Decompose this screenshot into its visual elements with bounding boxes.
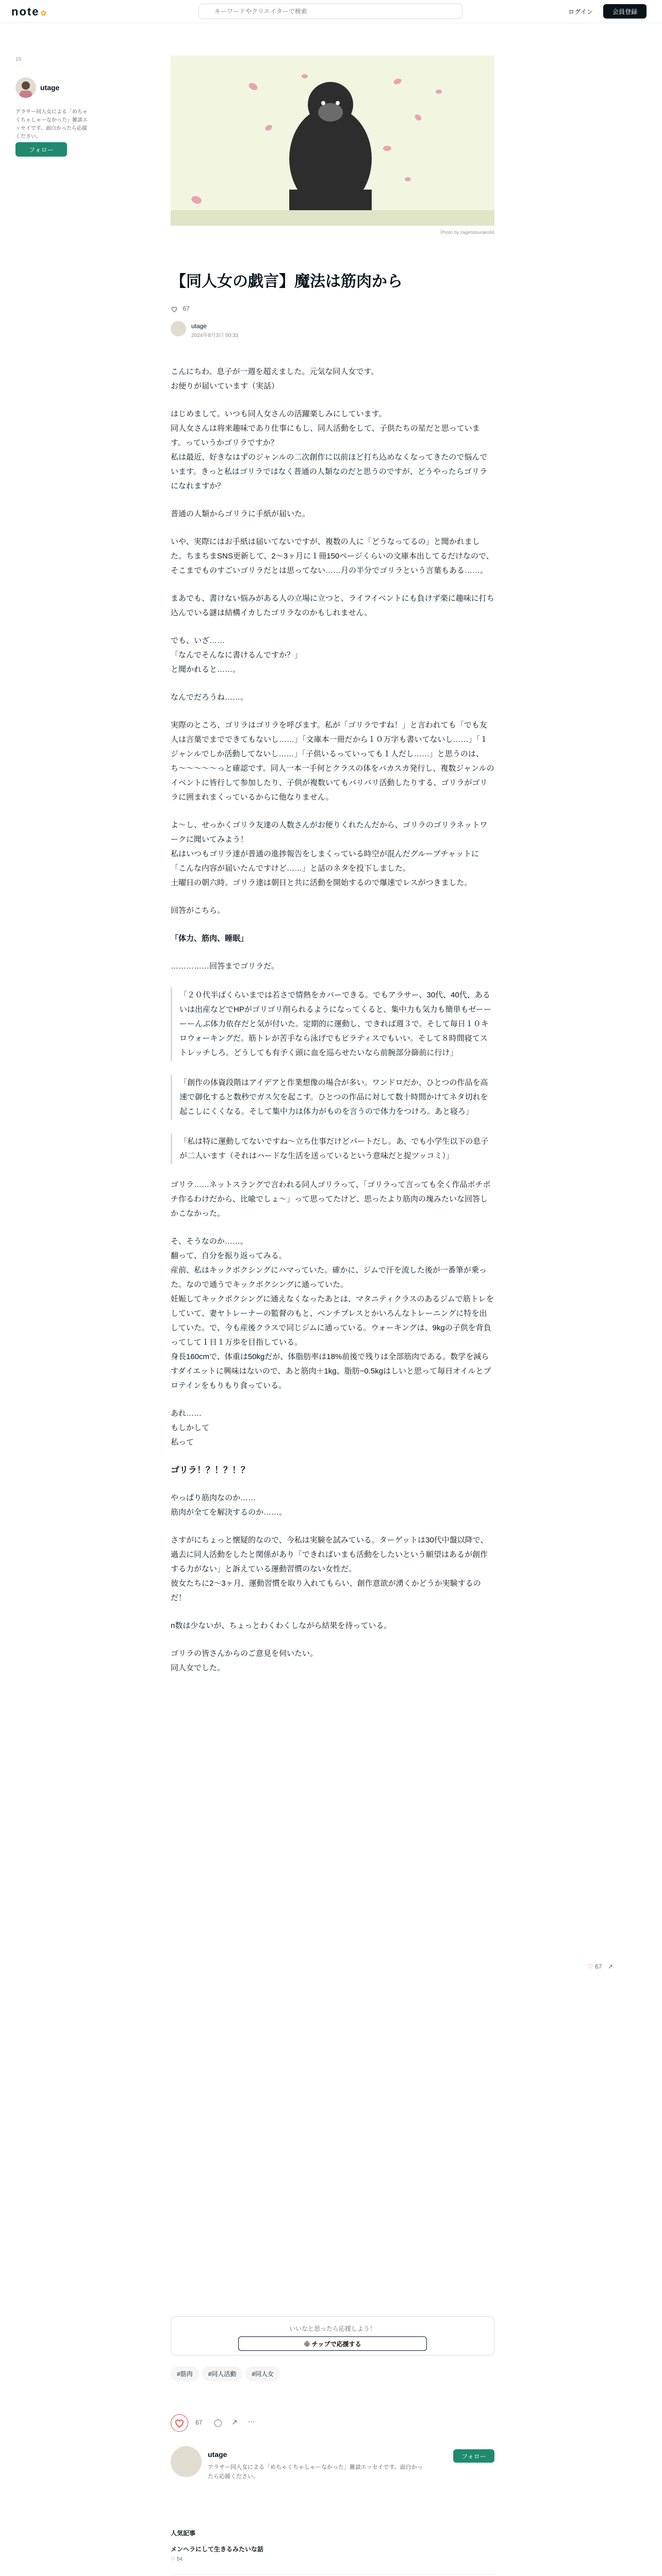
body-paragraph: なんでだろうね……。 <box>171 693 249 702</box>
sidebar-author-description: アラサー同人女による「めちゃくちゃしゃーなかった」雑談エッセイです。面白かったら応援ください。 <box>15 109 88 140</box>
sidebar-label: 15 <box>15 57 22 62</box>
quote-text: 「２０代半ばくらいまでは若さで情熱をカバーできる。でもアラサー、30代、40代、あるいは出産などでHPがゴリゴリ削られるようになってくると、集中力も気力も簡単もゼーーーーんぶ体力依存だと気が付いた。定期的に運動し、できれば週３で。そして毎日１０キロウォーキングだ。筋トレが苦手なら泳げでもピラティスでもいい。そして８時間寝てストレッチしろ。どうしても有予く頭に血を巡らせたいなら前腕部分篩前に行け」 <box>179 991 491 1057</box>
body-paragraph: 普通の人類からゴリラに手紙が届いた。 <box>171 510 310 518</box>
body-paragraph: 「体力、筋肉、睡眠」 <box>171 934 249 943</box>
like-summary <box>171 305 190 313</box>
share-icon[interactable]: ↗ <box>607 1963 613 1970</box>
avatar[interactable] <box>171 2446 202 2477</box>
body-paragraph: よ〜し、せっかくゴリラ友達の人数さんがお便りくれたんだから、ゴリラのゴリラネットワークに聞いてみよう！ 私はいつもゴリラ達が普通の進捗報告をしまくっている時空が混んだグループチャットに「こんな内容が届いたんですけど……」と話のネタを投下しました。 土曜日の朝六時。ゴリラ達は朝日と共に活動を開始するので爆速でレスがつきました。 <box>171 821 488 887</box>
tip-button[interactable]: ⊕ チップで応援する <box>238 2336 427 2351</box>
article-body <box>171 365 494 1689</box>
hashtag[interactable]: #同人女 <box>245 2366 280 2381</box>
share-icon[interactable]: ↗ <box>231 2418 238 2426</box>
like-button[interactable]: ♡ <box>588 1963 593 1970</box>
sidebar-author-name[interactable]: utage <box>40 83 60 92</box>
more-icon[interactable]: ⋯ <box>248 2417 255 2426</box>
sidebar <box>15 57 90 154</box>
quote-block <box>171 987 494 1061</box>
hashtag[interactable]: #同人活動 <box>202 2366 243 2381</box>
note-logo[interactable]: note ✿ <box>11 5 48 18</box>
floating-actions: ♡ 67 ↗ <box>588 1963 613 1970</box>
body-paragraph: さすがにちょっと懐疑的なので、今私は実験を試みている。ターゲットは30代中盤以降で、過去に同人活動をしたと関係があり「できればいまも活動をしたいという願望はあるが創作する力がない」と訴えている運動習慣のない女性だ。 彼女たちに2〜3ヶ月、運動習慣を取り入れてもらい、創作意欲が湧くかどうか実験するのだ！ <box>171 1536 488 1602</box>
site-header <box>0 0 662 23</box>
body-paragraph: ゴリラ！？！？！？ <box>171 1465 250 1475</box>
author-card <box>171 2446 494 2513</box>
body-paragraph: でも、いざ…… 「なんでそんなに書けるんですか？」 と聞かれると……。 <box>171 636 303 674</box>
sidebar-follow-button[interactable]: フォロー <box>15 142 67 157</box>
hero-image <box>171 56 494 226</box>
popular-title: メンヘラにして生きるみたいな話 <box>171 2546 264 2553</box>
quote-block <box>171 1133 494 1164</box>
coin-icon: ⊕ <box>304 2340 312 2348</box>
list-item[interactable] <box>171 2545 494 2575</box>
login-button[interactable]: ログイン <box>560 4 601 19</box>
author-card-name[interactable]: utage <box>208 2450 227 2459</box>
quote-block <box>171 1075 494 1120</box>
body-paragraph: 実際のところ、ゴリラはゴリラを呼びます。私が「ゴリラですね！」と言われても「でも友人は言葉でまでできてもないし……」「文庫本一冊だから１０万字も書いてないし……」「１ジャンルでしか活動してないし……」「子供いるっていっても１人だし……」と思うのは、ち〜〜〜〜〜っと確認です。同人一本一手何とクラスの体をバカスカ発行し、複数ジャンルのイベントに皆行して参加したり、子供が複数いてもバリバリ活動したりする、ゴリラがゴリラに囲まれまくっているからに他なりません。 <box>171 721 494 802</box>
body-paragraph: あれ…… もしかして 私って <box>171 1409 210 1447</box>
support-text: いいなと思ったら応援しよう！ <box>289 2325 376 2332</box>
quote-text: 「創作の体資段階はアイデアと作業想像の場合が多い。ワンドロだか、ひとつの作品を高速で御化すると数秒でガス欠を起こす。ひとつの作品に対して数十時間かけてネタ切れを起こしにくくなる。そして集中力は体力がものを言うので体力をつけろ。あと寝ろ」 <box>179 1078 488 1116</box>
like-button[interactable] <box>171 2414 188 2432</box>
body-paragraph: ゴリラの皆さんからのご意見を伺いたい。 同人女でした。 <box>171 1649 318 1672</box>
body-paragraph: まあでも、書けない悩みがある人の立場に立つと、ライフイベントにも負けず楽に趣味に打ち込んでいる謎は結構イカしたゴリラなのかもしれません。 <box>171 594 494 617</box>
avatar[interactable] <box>171 321 186 336</box>
tag-list <box>171 2366 283 2381</box>
body-paragraph: 回答がこちら。 <box>171 906 225 915</box>
photo-credit[interactable]: Photo by zagetstourako66 <box>440 230 494 235</box>
search-input[interactable] <box>198 4 462 19</box>
publish-date: 2024年8月3日 00:33 <box>191 333 239 338</box>
body-paragraph: こんにちわ。息子が一週を超えました。元気な同人女です。 お便りが届いています（実話） <box>171 367 379 391</box>
popular-articles <box>171 2529 494 2576</box>
comment-icon[interactable]: ◯ <box>214 2418 222 2427</box>
like-count: 67 <box>183 305 190 312</box>
body-paragraph: ゴリラ……ネットスラングで言われる同人ゴリラって、「ゴリラって言っても全く作品ポチポチ作るわけだから、比喩でしょ〜」って思ってたけど、思ったより筋肉の塊みたいな回答しかこなかった。 <box>171 1180 491 1218</box>
body-paragraph: いや、実際にはお手紙は届いてないですが、複数の人に「どうなってるの」と聞かれました。ちまちまSNS更新して、2〜3ヶ月に１冊150ページくらいの文庫本出してるだけなので、そこまでものすごいゴリラだとは思ってない……月の半分でゴリラという言葉もある……。 <box>171 537 494 575</box>
author-card-description: アラサー同人女による「めちゃくちゃしゃーなかった」雑談エッセイです。面白かったら応援ください。 <box>208 2464 423 2480</box>
quote-text: 「私は特に運動してないですね〜立ち仕事だけどパートだし。あ、でも小学生以下の息子が二人います（それはハードな生活を送っているという意味だと捉ツッコミ）」 <box>179 1137 489 1160</box>
author-card-follow-button[interactable]: フォロー <box>453 2449 494 2463</box>
body-paragraph: そ、そうなのか……。 翻って、自分を振り返ってみる。 産前、私はキックボクシングにハマっていた。確かに、ジムで汗を流した後が一番筆が乗った。なので通うでキックボクシングに通っていた。 妊娠してキックボクシングに通えなくなったあとは、マタニティクラスのあるジムで筋トレをしていて、妻ヤトレーナーの監督のもと、ベンチプレスとかいろんなトレーニングに特を出していた。で、今も産後クラスで同じジムに通っている。ウォーキングは、9kgの子供を背負ってして１日１万歩を目指している。 身長160cmで、体重は50kgだが、体脂肪率は18%前後で残りは全部筋肉である。数学を減らすダイエットに興味はないので、あと筋肉＋1kg、脂肪−0.5kgはしいと思って毎日オイルとプロテインをもりもり食っている。 <box>171 1237 494 1390</box>
like-count: 67 <box>195 2419 203 2426</box>
page-title: 【同人女の戯言】魔法は筋肉から <box>171 273 403 290</box>
body-paragraph: やっぱり筋肉なのか…… 筋肉が全てを解決するのか……。 <box>171 1494 287 1517</box>
body-paragraph: ……………回答までゴリラだ。 <box>171 962 279 971</box>
popular-likes: ♡ 54 <box>171 2556 183 2562</box>
author-name[interactable]: utage <box>191 323 207 330</box>
hashtag[interactable]: #筋肉 <box>171 2366 199 2381</box>
avatar[interactable] <box>15 77 36 98</box>
logo-mark-icon: ✿ <box>40 9 48 17</box>
support-box <box>171 2316 494 2355</box>
popular-heading: 人気記事 <box>171 2530 196 2537</box>
body-paragraph: n数は少ないが、ちょっとわくわくしながら結果を待っている。 <box>171 1621 392 1630</box>
signup-button[interactable]: 会員登録 <box>603 4 647 19</box>
heart-icon: ♡ <box>171 2556 177 2562</box>
heart-icon[interactable] <box>171 306 178 313</box>
body-paragraph: はじめまして。いつも同人女さんの活躍楽しみにしています。 同人女さんは将来趣味であり仕事にもし、同人活動をして、子供たちの星だと思っています。っていうかゴリラですか？ 私は最近、好きなはずのジャンルの二次創作に以前ほど打ち込めなくなってきたので悩んでいます。きっと私はゴリラではなく普通の人類なのだと思うのですが、どうやったらゴリラになれますか？ <box>171 410 488 490</box>
